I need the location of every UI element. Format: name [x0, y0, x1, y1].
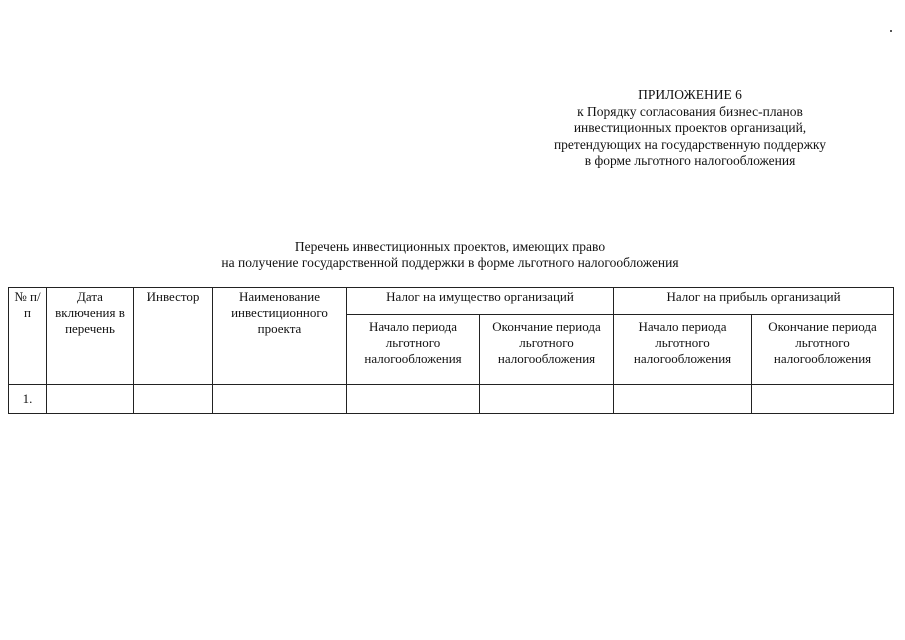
cell-number: 1.: [9, 385, 47, 414]
cell-date: [47, 385, 134, 414]
table-row: [9, 385, 894, 414]
header-project-name: Наименование инвестиционного проекта: [213, 288, 347, 385]
document-title: [150, 239, 750, 271]
appendix-number: ПРИЛОЖЕНИЕ 6: [638, 87, 742, 102]
scan-speck: [890, 30, 892, 32]
appendix-line: претендующих на государственную поддержку: [553, 136, 827, 152]
appendix-line: в форме льготного налогообложения: [584, 153, 796, 168]
header-property-start: Начало периода льготного налогообложения: [347, 315, 480, 385]
appendix-line: к Порядку согласования бизнес-планов: [577, 103, 803, 119]
appendix-line: инвестиционных проектов организаций,: [573, 120, 807, 135]
title-line: на получение государственной поддержки в форме льготного налогообложения: [221, 255, 679, 270]
projects-table: [8, 287, 894, 414]
header-number: № п/п: [9, 288, 47, 385]
cell-profit-end: [752, 385, 894, 414]
header-property-tax: Налог на имущество организаций: [347, 288, 614, 315]
cell-property-start: [347, 385, 480, 414]
header-property-end: Окончание периода льготного налогообложения: [480, 315, 614, 385]
cell-project-name: [213, 385, 347, 414]
header-profit-start: Начало периода льготного налогообложения: [614, 315, 752, 385]
title-line: Перечень инвестиционных проектов, имеющих право: [294, 239, 606, 254]
cell-property-end: [480, 385, 614, 414]
appendix-header: [520, 87, 860, 170]
cell-profit-start: [614, 385, 752, 414]
header-profit-tax: Налог на прибыль организаций: [614, 288, 894, 315]
cell-investor: [134, 385, 213, 414]
header-profit-end: Окончание периода льготного налогообложения: [752, 315, 894, 385]
header-investor: Инвестор: [134, 288, 213, 385]
header-date: Дата включения в перечень: [47, 288, 134, 385]
